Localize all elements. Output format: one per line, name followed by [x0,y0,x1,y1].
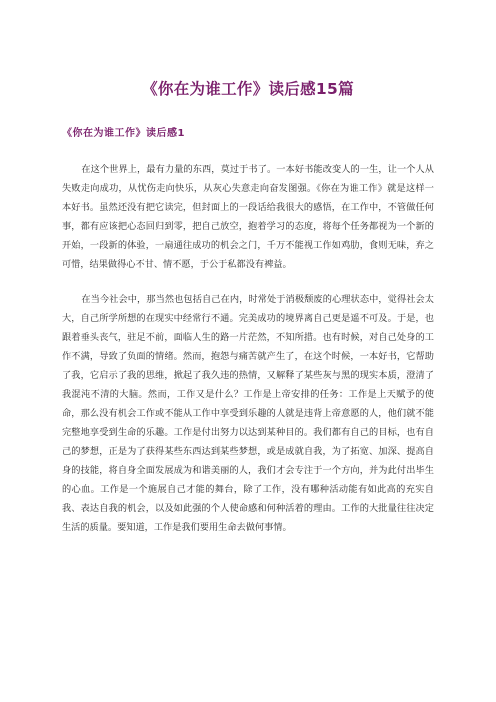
document-title: 《你在为谁工作》读后感15篇 [142,80,354,98]
section-title: 《你在为谁工作》读后感1 [62,128,185,139]
paragraph-1: 在这个世界上，最有力量的东西，莫过于书了。一本好书能改变人的一生，让一个人从失败走向成功，从忧伤走向快乐，从灰心失意走向奋发图强。《你在为谁工作》就是这样一本好书。虽然还没有把它读完，但封面上的一段话给我很大的感悟，在工作中，不管做任何事，都有应该把心态回归到零，把自己放空，抱着学习的态度，将每个任务都视为一个新的开始，一段新的体验，一扇通往成功的机会之门，千万不能视工作如鸡肋，食则无味，弃之可惜，结果做得心不甘、情不愿，于公于私都没有裨益。 [62,164,434,270]
paragraph-2: 在当今社会中，那当然也包括自己在内，时常处于消极颓废的心理状态中，觉得社会太大，自己所学所想的在现实中经常行不通。完美成功的境界离自己更是遥不可及。于是，也跟着垂头丧气，驻足不前，面临人生的路一片茫然，不知所措。也有时候，对自己处身的工作不满，导致了负面的情绪。然而，抱怨与痛苦就产生了，在这个时候，一本好书，它帮助了我，它启示了我的思维，掀起了我久违的热情，又解释了某些灰与黑的现实本质，澄清了我混沌不清的大脑。然而，工作又是什么？工作是上帝安排的任务：工作是上天赋予的使命，那么没有机会工作或不能从工作中享受到乐趣的人就是违背上帝意愿的人，他们就不能完整地享受到生命的乐趣。工作是付出努力以达到某种目的。我们都有自己的目标，也有自己的梦想，正是为了获得某些东西达到某些梦想，或是成就自我，为了拓宽、加深、提高自身的技能，将自身全面发展成为和谐美丽的人，我们才会专注于一个方向，并为此付出毕生的心血。工作是一个施展自己才能的舞台，除了工作，没有哪种活动能有如此高的充实自我、表达自我的机会，以及如此强的个人使命感和何种活着的理由。工作的大批量往往决定生活的质量。要知道，工作是我们要用生命去做何事情。 [62,294,434,533]
